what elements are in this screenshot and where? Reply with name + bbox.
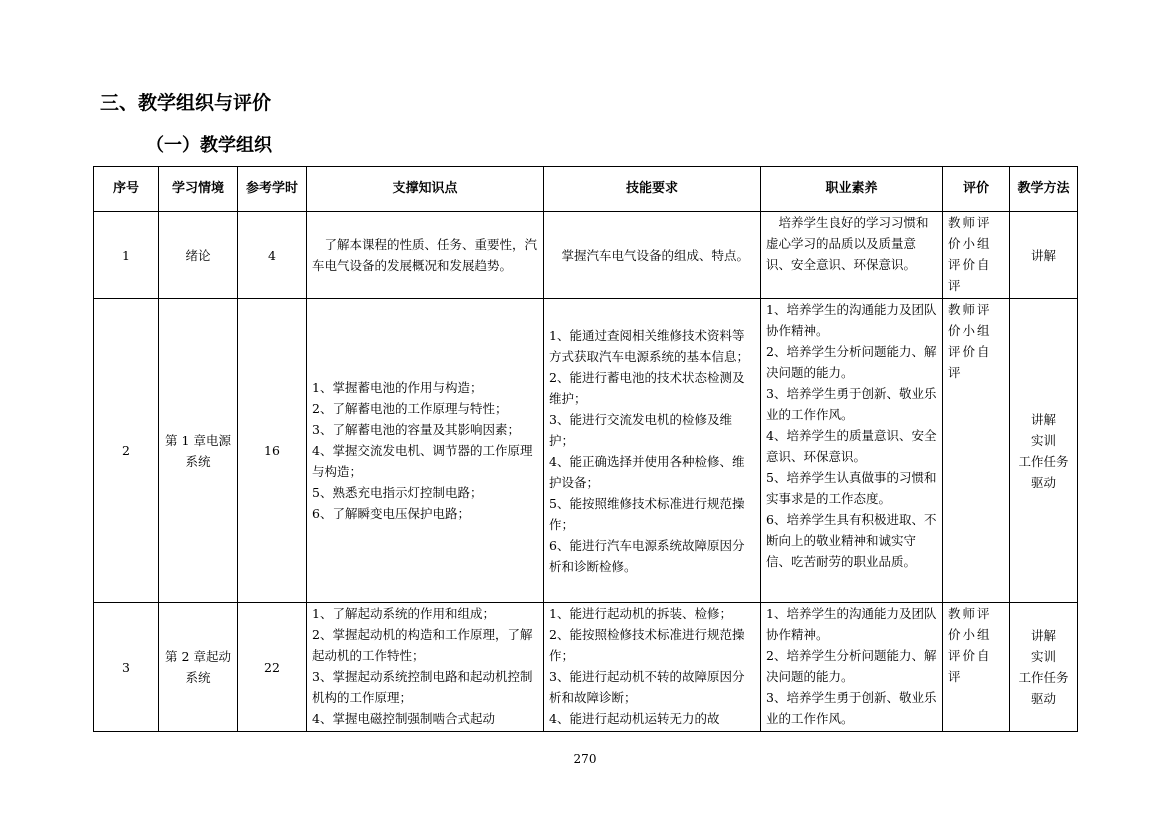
cell-method <box>1010 299 1078 603</box>
cell-situation: 第 1 章电源系统 <box>159 299 238 603</box>
skill-item: 4、能进行起动机运转无力的故 <box>549 711 720 726</box>
subsection-heading: （一）教学组织 <box>146 135 272 156</box>
knowledge-item: 5、熟悉充电指示灯控制电路； <box>312 485 483 500</box>
section-heading: 三、教学组织与评价 <box>100 92 272 114</box>
header-no: 序号 <box>94 167 159 212</box>
skill-item: 3、能进行起动机不转的故障原因分析和故障诊断； <box>549 669 745 705</box>
header-evaluation: 评价 <box>943 167 1010 212</box>
cell-skills <box>544 299 761 603</box>
knowledge-item: 2、掌握起动机的构造和工作原理，了解起动机的工作特性； <box>312 627 533 663</box>
cell-literacy <box>761 603 943 732</box>
cell-evaluation: 教师评价小组评价自评 <box>943 299 1010 603</box>
knowledge-item: 了解本课程的性质、任务、重要性，汽车电气设备的发展概况和发展趋势。 <box>312 237 538 273</box>
cell-knowledge <box>307 212 544 299</box>
method-item: 工作任务驱动 <box>1018 670 1069 706</box>
cell-no: 2 <box>94 299 159 603</box>
knowledge-item: 4、掌握电磁控制强制啮合式起动 <box>312 711 495 726</box>
skill-item: 掌握汽车电气设备的组成、特点。 <box>549 247 750 263</box>
skill-item: 4、能正确选择并使用各种检修、维护设备； <box>549 453 745 490</box>
cell-skills <box>544 212 761 299</box>
literacy-item: 培养学生良好的学习习惯和虚心学习的品质以及质量意识、安全意识、环保意识。 <box>766 215 929 272</box>
cell-hours: 4 <box>238 212 307 299</box>
literacy-item: 2、培养学生分析问题能力、解决问题的能力。 <box>766 344 937 380</box>
skill-item: 1、能进行起动机的拆装、检修； <box>549 606 732 621</box>
header-skills: 技能要求 <box>544 167 761 212</box>
knowledge-item: 4、掌握交流发电机、调节器的工作原理与构造； <box>312 443 533 479</box>
cell-skills <box>544 603 761 732</box>
method-item: 实训 <box>1030 649 1056 664</box>
skill-item: 1、能通过查阅相关维修技术资料等方式获取汽车电源系统的基本信息； <box>549 327 750 364</box>
header-situation: 学习情境 <box>159 167 238 212</box>
skill-item: 3、能进行交流发电机的检修及维护； <box>549 411 732 448</box>
cell-evaluation: 教师评价小组评价自评 <box>943 603 1010 732</box>
cell-method <box>1010 603 1078 732</box>
knowledge-item: 2、了解蓄电池的工作原理与特性； <box>312 401 508 416</box>
table-row <box>94 299 1078 603</box>
knowledge-item: 1、了解起动系统的作用和组成； <box>312 606 495 621</box>
literacy-item: 6、培养学生具有积极进取、不断向上的敬业精神和诚实守信、吃苦耐劳的职业品质。 <box>766 512 937 569</box>
cell-no: 1 <box>94 212 159 299</box>
table-row <box>94 212 1078 299</box>
header-method: 教学方法 <box>1010 167 1078 212</box>
method-item: 讲解 <box>1030 628 1056 643</box>
literacy-item: 1、培养学生的沟通能力及团队协作精神。 <box>766 606 937 642</box>
skill-item: 5、能按照维修技术标准进行规范操作； <box>549 495 745 532</box>
cell-knowledge <box>307 603 544 732</box>
cell-hours: 22 <box>238 603 307 732</box>
cell-situation: 第 2 章起动系统 <box>159 603 238 732</box>
literacy-item: 2、培养学生分析问题能力、解决问题的能力。 <box>766 648 937 684</box>
literacy-item: 4、培养学生的质量意识、安全意识、环保意识。 <box>766 428 937 464</box>
knowledge-item: 1、掌握蓄电池的作用与构造； <box>312 380 483 395</box>
skill-item: 2、能进行蓄电池的技术状态检测及维护； <box>549 369 745 406</box>
literacy-item: 3、培养学生勇于创新、敬业乐业的工作作风。 <box>766 690 937 726</box>
cell-knowledge <box>307 299 544 603</box>
table-header-row <box>94 167 1078 212</box>
method-item: 讲解 <box>1030 411 1056 427</box>
cell-situation: 绪论 <box>159 212 238 299</box>
teaching-organization-table <box>93 166 1078 732</box>
knowledge-item: 3、掌握起动系统控制电路和起动机控制机构的工作原理； <box>312 669 533 705</box>
header-hours: 参考学时 <box>238 167 307 212</box>
method-item: 实训 <box>1030 432 1056 448</box>
method-item: 讲解 <box>1030 247 1056 263</box>
cell-no: 3 <box>94 603 159 732</box>
cell-method <box>1010 212 1078 299</box>
method-item: 工作任务驱动 <box>1018 453 1069 490</box>
cell-literacy <box>761 299 943 603</box>
literacy-item: 1、培养学生的沟通能力及团队协作精神。 <box>766 302 937 338</box>
cell-literacy <box>761 212 943 299</box>
knowledge-item: 6、了解瞬变电压保护电路； <box>312 506 470 521</box>
skill-item: 6、能进行汽车电源系统故障原因分析和诊断检修。 <box>549 537 745 574</box>
literacy-item: 5、培养学生认真做事的习惯和实事求是的工作态度。 <box>766 470 937 506</box>
header-literacy: 职业素养 <box>761 167 943 212</box>
header-knowledge: 支撑知识点 <box>307 167 544 212</box>
knowledge-item: 3、了解蓄电池的容量及其影响因素； <box>312 422 520 437</box>
skill-item: 2、能按照检修技术标准进行规范操作； <box>549 627 745 663</box>
page-number: 270 <box>573 752 597 766</box>
cell-evaluation: 教师评价小组评价自评 <box>943 212 1010 299</box>
cell-hours: 16 <box>238 299 307 603</box>
literacy-item: 3、培养学生勇于创新、敬业乐业的工作作风。 <box>766 386 937 422</box>
table-row <box>94 603 1078 732</box>
